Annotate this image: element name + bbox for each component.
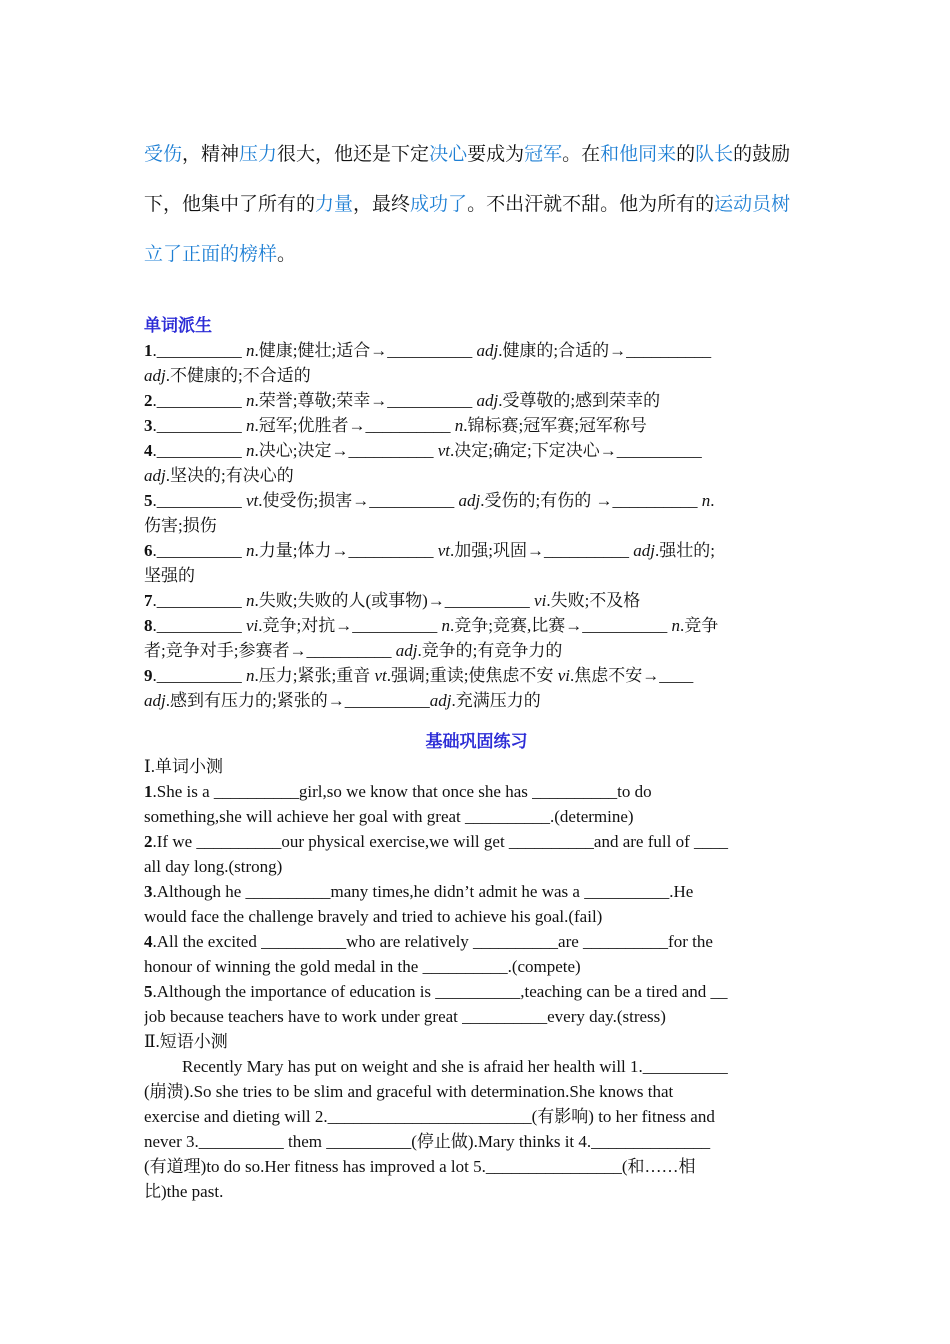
text-line <box>144 1079 809 1104</box>
part-of-speech: n <box>246 666 255 685</box>
text-run: (崩溃).So she tries to be slim and graceful with determination.She knows that <box>144 1082 674 1101</box>
text-run: 下，他集中了所有的 <box>144 194 316 215</box>
highlight-text: 力量 <box>315 194 354 215</box>
highlight-text: 成功了 <box>410 194 468 215</box>
part-of-speech: n <box>246 416 255 435</box>
text-line <box>144 1179 809 1204</box>
part-of-speech: adj <box>144 366 166 385</box>
text-line <box>144 663 809 688</box>
part-of-speech: n <box>246 341 255 360</box>
highlight-text: 受伤 <box>144 144 183 165</box>
text-run: 很大，他还是下定 <box>277 144 430 165</box>
text-run: .竞争;竞赛,比赛→__________ <box>450 616 672 635</box>
text-run: .__________ <box>152 391 246 410</box>
text-line <box>144 588 809 613</box>
text-run: never 3.__________ them __________(停止做).Mary thinks it 4.______________ <box>144 1132 711 1151</box>
text-run: ，最终 <box>353 194 411 215</box>
text-line <box>144 513 809 538</box>
text-run: .强调;重读;使焦虑不安 <box>386 666 558 685</box>
item-number: 8 <box>144 616 153 635</box>
text-run: .__________ <box>152 416 246 435</box>
text-run: .决定;确定;下定决心→__________ <box>450 441 702 460</box>
words-quiz-list <box>144 779 809 1029</box>
text-run: 。不出汗就不甜。他为所有的 <box>467 194 715 215</box>
text-run: .充满压力的 <box>451 691 541 710</box>
item-number: 7 <box>144 591 153 610</box>
text-line <box>144 979 809 1004</box>
text-line <box>144 688 809 713</box>
text-run: .__________ <box>152 341 246 360</box>
text-run: .焦虑不安→____ <box>569 666 694 685</box>
text-run: 比)the past. <box>144 1182 224 1201</box>
item-number: 4 <box>144 441 153 460</box>
text-line <box>144 1129 809 1154</box>
text-run: 的 <box>676 144 696 165</box>
text-run: 。在 <box>562 144 601 165</box>
text-line <box>144 829 809 854</box>
text-line <box>144 804 809 829</box>
highlight-text: 冠军 <box>524 144 563 165</box>
text-run: .健康的;合适的→__________ <box>498 341 712 360</box>
part-of-speech: adj <box>476 341 499 360</box>
text-run: .冠军;优胜者→__________ <box>254 416 455 435</box>
part-of-speech: adj <box>144 691 166 710</box>
text-line <box>144 563 809 588</box>
highlight-text: 压力 <box>239 144 278 165</box>
text-line <box>144 338 809 363</box>
item-number: 5 <box>144 491 153 510</box>
part-of-speech: adj <box>144 466 166 485</box>
item-number: 4 <box>144 932 153 951</box>
text-line <box>144 1104 809 1129</box>
text-line <box>144 1004 809 1029</box>
text-line <box>144 413 809 438</box>
text-run: 的鼓励 <box>733 144 791 165</box>
part-of-speech: n <box>701 491 711 510</box>
part-of-speech: vi <box>534 591 547 610</box>
text-line <box>144 1054 809 1079</box>
text-line <box>144 1154 809 1179</box>
highlight-text: 运动员树 <box>714 194 791 215</box>
text-run: .受伤的;有伤的 →__________ <box>480 491 702 510</box>
text-run: would face the challenge bravely and tried to achieve his goal.(fail) <box>144 907 603 926</box>
intro-line <box>144 130 809 180</box>
text-run: (有道理)to do so.Her fitness has improved a lot 5.________________(和……相 <box>144 1157 696 1176</box>
text-run: exercise and dieting will 2.________________________(有影响) to her fitness and <box>144 1107 715 1126</box>
part-of-speech: adj <box>476 391 499 410</box>
text-run: .感到有压力的;紧张的→__________ <box>165 691 430 710</box>
text-run: .Although he __________many times,he didn’t admit he was a __________.He <box>152 882 694 901</box>
part-of-speech: vt <box>246 491 259 510</box>
phrases-quiz-list <box>144 1054 809 1204</box>
part-of-speech: adj <box>395 641 418 660</box>
intro-line <box>144 180 809 230</box>
text-line <box>144 954 809 979</box>
highlight-text: 决心 <box>429 144 468 165</box>
item-number: 5 <box>144 982 153 1001</box>
text-run: Recently Mary has put on weight and she is afraid her health will 1.__________ <box>182 1057 728 1076</box>
text-run: .竞争 <box>680 616 719 635</box>
part-of-speech: adj <box>458 491 481 510</box>
part-of-speech: adj <box>633 541 655 560</box>
text-run: . <box>710 491 715 510</box>
text-run: .If we __________our physical exercise,we will get __________and are full of ____ <box>152 832 728 851</box>
part-of-speech: vi <box>557 666 570 685</box>
item-number: 3 <box>144 416 153 435</box>
part-of-speech: n <box>671 616 680 635</box>
intro-line <box>144 230 809 280</box>
text-run: 者;竞争对手;参赛者→__________ <box>144 641 396 660</box>
text-run: 伤害;损伤 <box>144 516 217 535</box>
text-line <box>144 904 809 929</box>
text-run: .使受伤;损害→__________ <box>258 491 459 510</box>
text-run: .强壮的; <box>654 541 715 560</box>
text-run: .竞争的;有竞争力的 <box>417 641 563 660</box>
text-run: .坚决的;有决心的 <box>165 466 294 485</box>
text-line <box>144 929 809 954</box>
text-run: .荣誉;尊敬;荣幸→__________ <box>254 391 477 410</box>
text-line <box>144 613 809 638</box>
text-run: .决心;决定→__________ <box>254 441 438 460</box>
document-page <box>144 130 809 1204</box>
text-line <box>144 854 809 879</box>
text-run: .失败;不及格 <box>546 591 641 610</box>
text-run: .__________ <box>152 541 246 560</box>
text-run: .压力;紧张;重音 <box>254 666 375 685</box>
text-run: .__________ <box>152 616 246 635</box>
text-run: honour of winning the gold medal in the __________.(compete) <box>144 957 581 976</box>
item-number: 3 <box>144 882 153 901</box>
text-run: something,she will achieve her goal with great __________.(determine) <box>144 807 634 826</box>
part-of-speech: vt <box>374 666 387 685</box>
text-run: .不健康的;不合适的 <box>165 366 311 385</box>
practice-title: 基础巩固练习 <box>425 732 528 751</box>
text-run: 坚强的 <box>144 566 195 585</box>
part-of-speech: n <box>246 541 255 560</box>
part-of-speech: n <box>246 591 255 610</box>
text-line <box>144 638 809 663</box>
text-run: .健康;健壮;适合→__________ <box>254 341 477 360</box>
text-run: .锦标赛;冠军赛;冠军称号 <box>463 416 647 435</box>
text-run: all day long.(strong) <box>144 857 283 876</box>
item-number: 1 <box>144 782 153 801</box>
text-run: .__________ <box>152 591 246 610</box>
item-number: 2 <box>144 391 153 410</box>
text-line <box>144 463 809 488</box>
derivation-list <box>144 338 809 713</box>
part-of-speech: vt <box>437 541 451 560</box>
phrases-quiz-heading: Ⅱ.短语小测 <box>144 1032 228 1051</box>
text-run: .受尊敬的;感到荣幸的 <box>498 391 661 410</box>
text-run: .__________ <box>152 666 246 685</box>
text-run: 。 <box>277 244 297 265</box>
text-run: .加强;巩固→__________ <box>450 541 634 560</box>
item-number: 2 <box>144 832 153 851</box>
part-of-speech: adj <box>429 691 452 710</box>
part-of-speech: n <box>246 441 255 460</box>
text-run: .All the excited __________who are relatively __________are __________for the <box>152 932 713 951</box>
text-run: job because teachers have to work under great __________every day.(stress) <box>144 1007 666 1026</box>
highlight-text: 和他同来 <box>600 144 677 165</box>
part-of-speech: n <box>454 416 464 435</box>
part-of-speech: vt <box>437 441 451 460</box>
text-line <box>144 488 809 513</box>
text-run: 要成为 <box>467 144 525 165</box>
text-line <box>144 879 809 904</box>
item-number: 1 <box>144 341 153 360</box>
derivation-title: 单词派生 <box>144 316 212 335</box>
part-of-speech: vi <box>246 616 259 635</box>
item-number: 6 <box>144 541 153 560</box>
text-run: .竞争;对抗→__________ <box>258 616 442 635</box>
text-run: ，精神 <box>182 144 240 165</box>
text-line <box>144 538 809 563</box>
words-quiz-heading: Ⅰ.单词小测 <box>144 757 223 776</box>
highlight-text: 立了正面的榜样 <box>144 244 278 265</box>
text-line <box>144 363 809 388</box>
text-run: .力量;体力→__________ <box>254 541 438 560</box>
intro-paragraph <box>144 130 809 280</box>
text-run: .Although the importance of education is __________,teaching can be a tired and __ <box>152 982 728 1001</box>
text-run: .失败;失败的人(或事物)→__________ <box>254 591 535 610</box>
text-run: .__________ <box>152 441 246 460</box>
text-run: .She is a __________girl,so we know that once she has __________to do <box>152 782 652 801</box>
text-line <box>144 438 809 463</box>
text-run: .__________ <box>152 491 246 510</box>
highlight-text: 队长 <box>695 144 734 165</box>
text-line <box>144 779 809 804</box>
part-of-speech: n <box>246 391 255 410</box>
part-of-speech: n <box>441 616 451 635</box>
text-line <box>144 388 809 413</box>
item-number: 9 <box>144 666 153 685</box>
